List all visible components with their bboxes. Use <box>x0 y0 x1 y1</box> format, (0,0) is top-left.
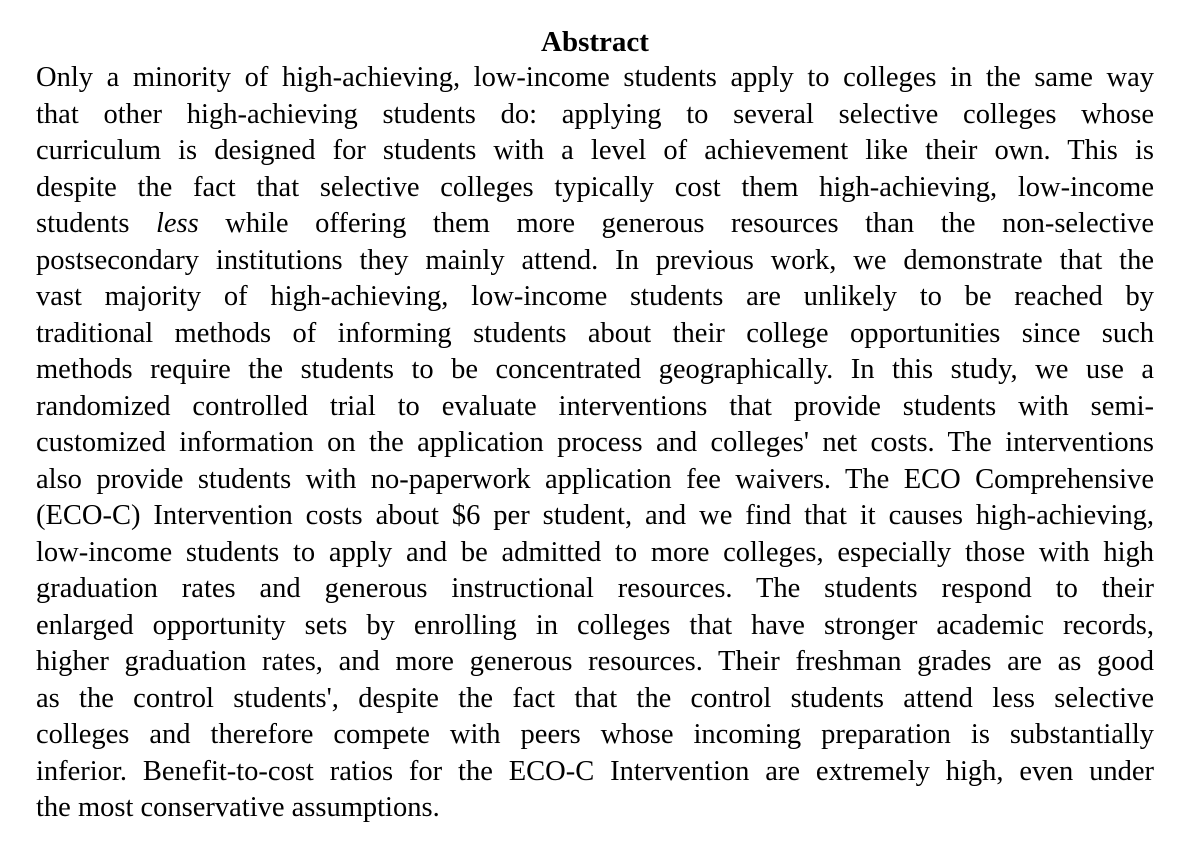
abstract-line: customized information on the application process and colleges' net costs. The interventions <box>36 427 1154 458</box>
abstract-line: as the control students', despite the fact that the control students attend less selective <box>36 682 1154 714</box>
abstract-line: enlarged opportunity sets by enrolling in colleges that have stronger academic records, <box>36 609 1154 641</box>
abstract-line: vast majority of high-achieving, low-income students are unlikely to be reached by <box>36 281 1154 312</box>
abstract-body <box>36 60 1154 827</box>
abstract-line: higher graduation rates, and more generous resources. Their freshman grades are as good <box>36 646 1154 677</box>
abstract-line: colleges and therefore compete with peers whose incoming preparation is substantially <box>36 719 1154 750</box>
abstract-line: Only a minority of high-achieving, low-income students apply to colleges in the same way <box>36 62 1154 93</box>
abstract-text-segment: students <box>36 208 156 239</box>
abstract-line: also provide students with no-paperwork application fee waivers. The ECO Comprehensive <box>36 463 1154 495</box>
abstract-emphasis: less <box>155 208 199 239</box>
abstract-line: (ECO-C) Intervention costs about $6 per student, and we find that it causes high-achieving, <box>36 500 1154 531</box>
abstract-line: traditional methods of informing students about their college opportunities since such <box>36 317 1154 349</box>
abstract-line: despite the fact that selective colleges typically cost them high-achieving, low-income <box>36 171 1154 203</box>
abstract-line: curriculum is designed for students with a level of achievement like their own. This is <box>36 135 1154 166</box>
abstract-line: postsecondary institutions they mainly attend. In previous work, we demonstrate that the <box>36 244 1154 276</box>
abstract-line: inferior. Benefit-to-cost ratios for the ECO-C Intervention are extremely high, even under <box>36 755 1154 787</box>
abstract-heading: Abstract <box>541 26 649 58</box>
abstract-text-segment: while offering them more generous resources than the non-selective <box>198 208 1155 239</box>
abstract-line <box>36 206 1154 243</box>
abstract-line: low-income students to apply and be admitted to more colleges, especially those with high <box>36 536 1154 568</box>
abstract-line: methods require the students to be concentrated geographically. In this study, we use a <box>36 354 1154 385</box>
abstract-line: graduation rates and generous instructional resources. The students respond to their <box>36 573 1154 604</box>
abstract-line: that other high-achieving students do: applying to several selective colleges whose <box>36 98 1154 130</box>
abstract-line: randomized controlled trial to evaluate interventions that provide students with semi- <box>36 390 1154 422</box>
abstract-line: the most conservative assumptions. <box>36 792 440 823</box>
